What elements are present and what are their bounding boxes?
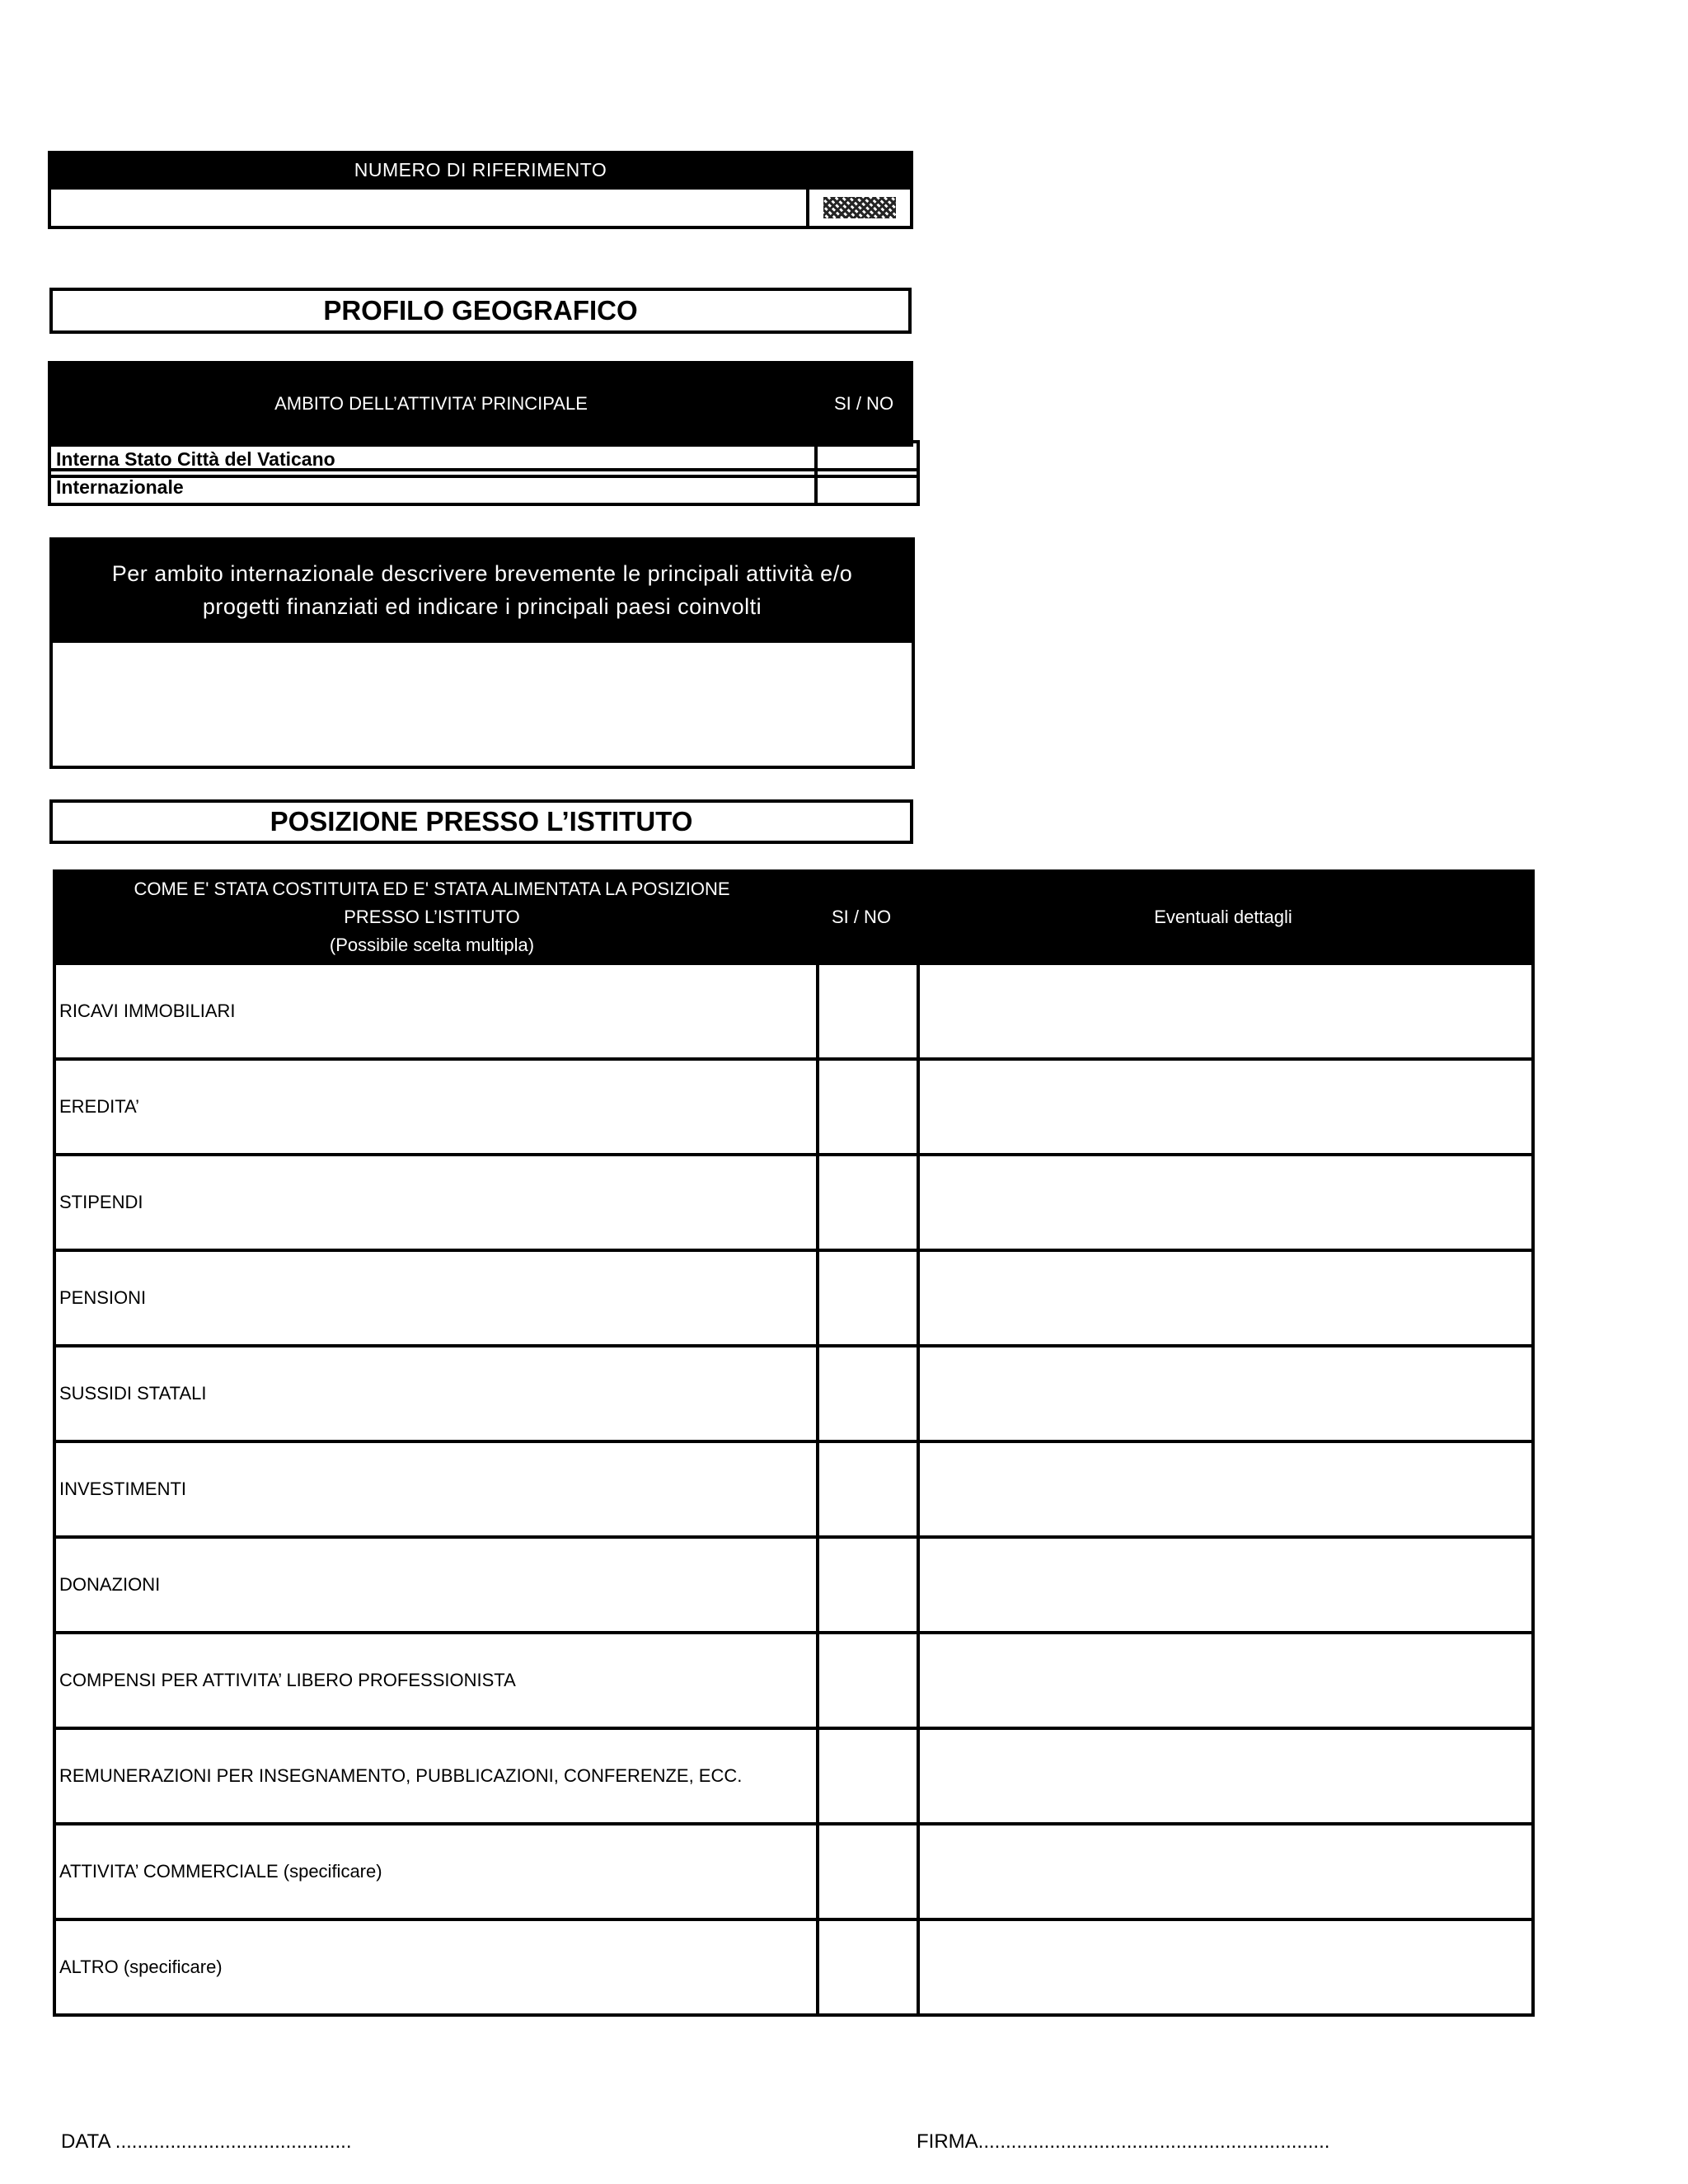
sino-field[interactable] xyxy=(819,1061,920,1153)
details-field[interactable] xyxy=(920,1347,1531,1440)
row-label: COMPENSI PER ATTIVITA’ LIBERO PROFESSIONISTA xyxy=(56,1634,819,1727)
position-header-line3: (Possibile scelta multipla) xyxy=(329,935,535,955)
sino-field[interactable] xyxy=(819,1443,920,1535)
date-field[interactable]: DATA ........................................... xyxy=(61,2130,352,2153)
position-header-line2: PRESSO L’ISTITUTO xyxy=(344,907,520,927)
international-description-box[interactable] xyxy=(49,537,915,769)
table-row xyxy=(56,1443,1531,1539)
table-row xyxy=(56,1921,1531,2013)
sino-field[interactable] xyxy=(819,1825,920,1918)
table-row xyxy=(56,965,1531,1061)
row-label: ALTRO (specificare) xyxy=(56,1921,819,2013)
table-row xyxy=(56,1634,1531,1730)
details-field[interactable] xyxy=(920,1634,1531,1727)
details-field[interactable] xyxy=(920,1921,1531,2013)
table-row xyxy=(56,1539,1531,1634)
row-label: REMUNERAZIONI PER INSEGNAMENTO, PUBBLICAZIONI, CONFERENZE, ECC. xyxy=(56,1730,819,1822)
ambito-row-label: Interna Stato Città del Vaticano xyxy=(56,448,335,470)
ambito-table-header xyxy=(48,361,913,447)
row-label: PENSIONI xyxy=(56,1252,819,1344)
section-title-geo: PROFILO GEOGRAFICO xyxy=(49,288,912,334)
row-label: DONAZIONI xyxy=(56,1539,819,1631)
row-label: SUSSIDI STATALI xyxy=(56,1347,819,1440)
details-field[interactable] xyxy=(920,965,1531,1057)
section-title-position: POSIZIONE PRESSO L’ISTITUTO xyxy=(49,799,913,844)
ambito-header-label: AMBITO DELL’ATTIVITA’ PRINCIPALE xyxy=(274,393,588,414)
international-description-header: Per ambito internazionale descrivere brevemente le principali attività e/o progetti finanziati ed indicare i principali paesi coinvolti xyxy=(49,537,915,643)
table-row xyxy=(56,1156,1531,1252)
reference-header: NUMERO DI RIFERIMENTO xyxy=(48,151,913,189)
position-header-description xyxy=(53,869,811,965)
position-details-header: Eventuali dettagli xyxy=(1154,907,1292,927)
ambito-sino-field[interactable] xyxy=(814,471,917,503)
sino-field[interactable] xyxy=(819,1252,920,1344)
table-row xyxy=(56,1252,1531,1347)
signature-field[interactable]: FIRMA................................................................ xyxy=(917,2130,1330,2153)
table-row xyxy=(56,1061,1531,1156)
ambito-sino-header: SI / NO xyxy=(833,393,894,414)
sino-field[interactable] xyxy=(819,1730,920,1822)
redaction-scribble-icon xyxy=(823,197,896,218)
sino-field[interactable] xyxy=(819,1347,920,1440)
row-label: STIPENDI xyxy=(56,1156,819,1249)
sino-field[interactable] xyxy=(819,1634,920,1727)
ambito-row-label: Internazionale xyxy=(56,476,184,498)
sino-field[interactable] xyxy=(819,1921,920,2013)
table-row xyxy=(56,1825,1531,1921)
details-field[interactable] xyxy=(920,1539,1531,1631)
table-row xyxy=(56,1347,1531,1443)
row-label: RICAVI IMMOBILIARI xyxy=(56,965,819,1057)
details-field[interactable] xyxy=(920,1252,1531,1344)
row-label: INVESTIMENTI xyxy=(56,1443,819,1535)
details-field[interactable] xyxy=(920,1156,1531,1249)
position-table xyxy=(53,869,1535,2017)
details-field[interactable] xyxy=(920,1443,1531,1535)
row-label: EREDITA’ xyxy=(56,1061,819,1153)
reference-code-redacted xyxy=(806,190,910,226)
position-table-header xyxy=(53,869,1535,965)
table-row xyxy=(56,1730,1531,1825)
sino-field[interactable] xyxy=(819,1539,920,1631)
position-rows xyxy=(53,965,1535,2017)
details-field[interactable] xyxy=(920,1730,1531,1822)
sino-field[interactable] xyxy=(819,965,920,1057)
details-field[interactable] xyxy=(920,1061,1531,1153)
ambito-row-internazionale xyxy=(48,468,920,506)
reference-number-field[interactable] xyxy=(48,187,913,229)
details-field[interactable] xyxy=(920,1825,1531,1918)
position-header-line1: COME E' STATA COSTITUITA ED E' STATA ALIMENTATA LA POSIZIONE xyxy=(134,879,730,899)
position-sino-header: SI / NO xyxy=(831,907,892,927)
row-label: ATTIVITA’ COMMERCIALE (specificare) xyxy=(56,1825,819,1918)
ambito-table xyxy=(48,361,913,509)
sino-field[interactable] xyxy=(819,1156,920,1249)
